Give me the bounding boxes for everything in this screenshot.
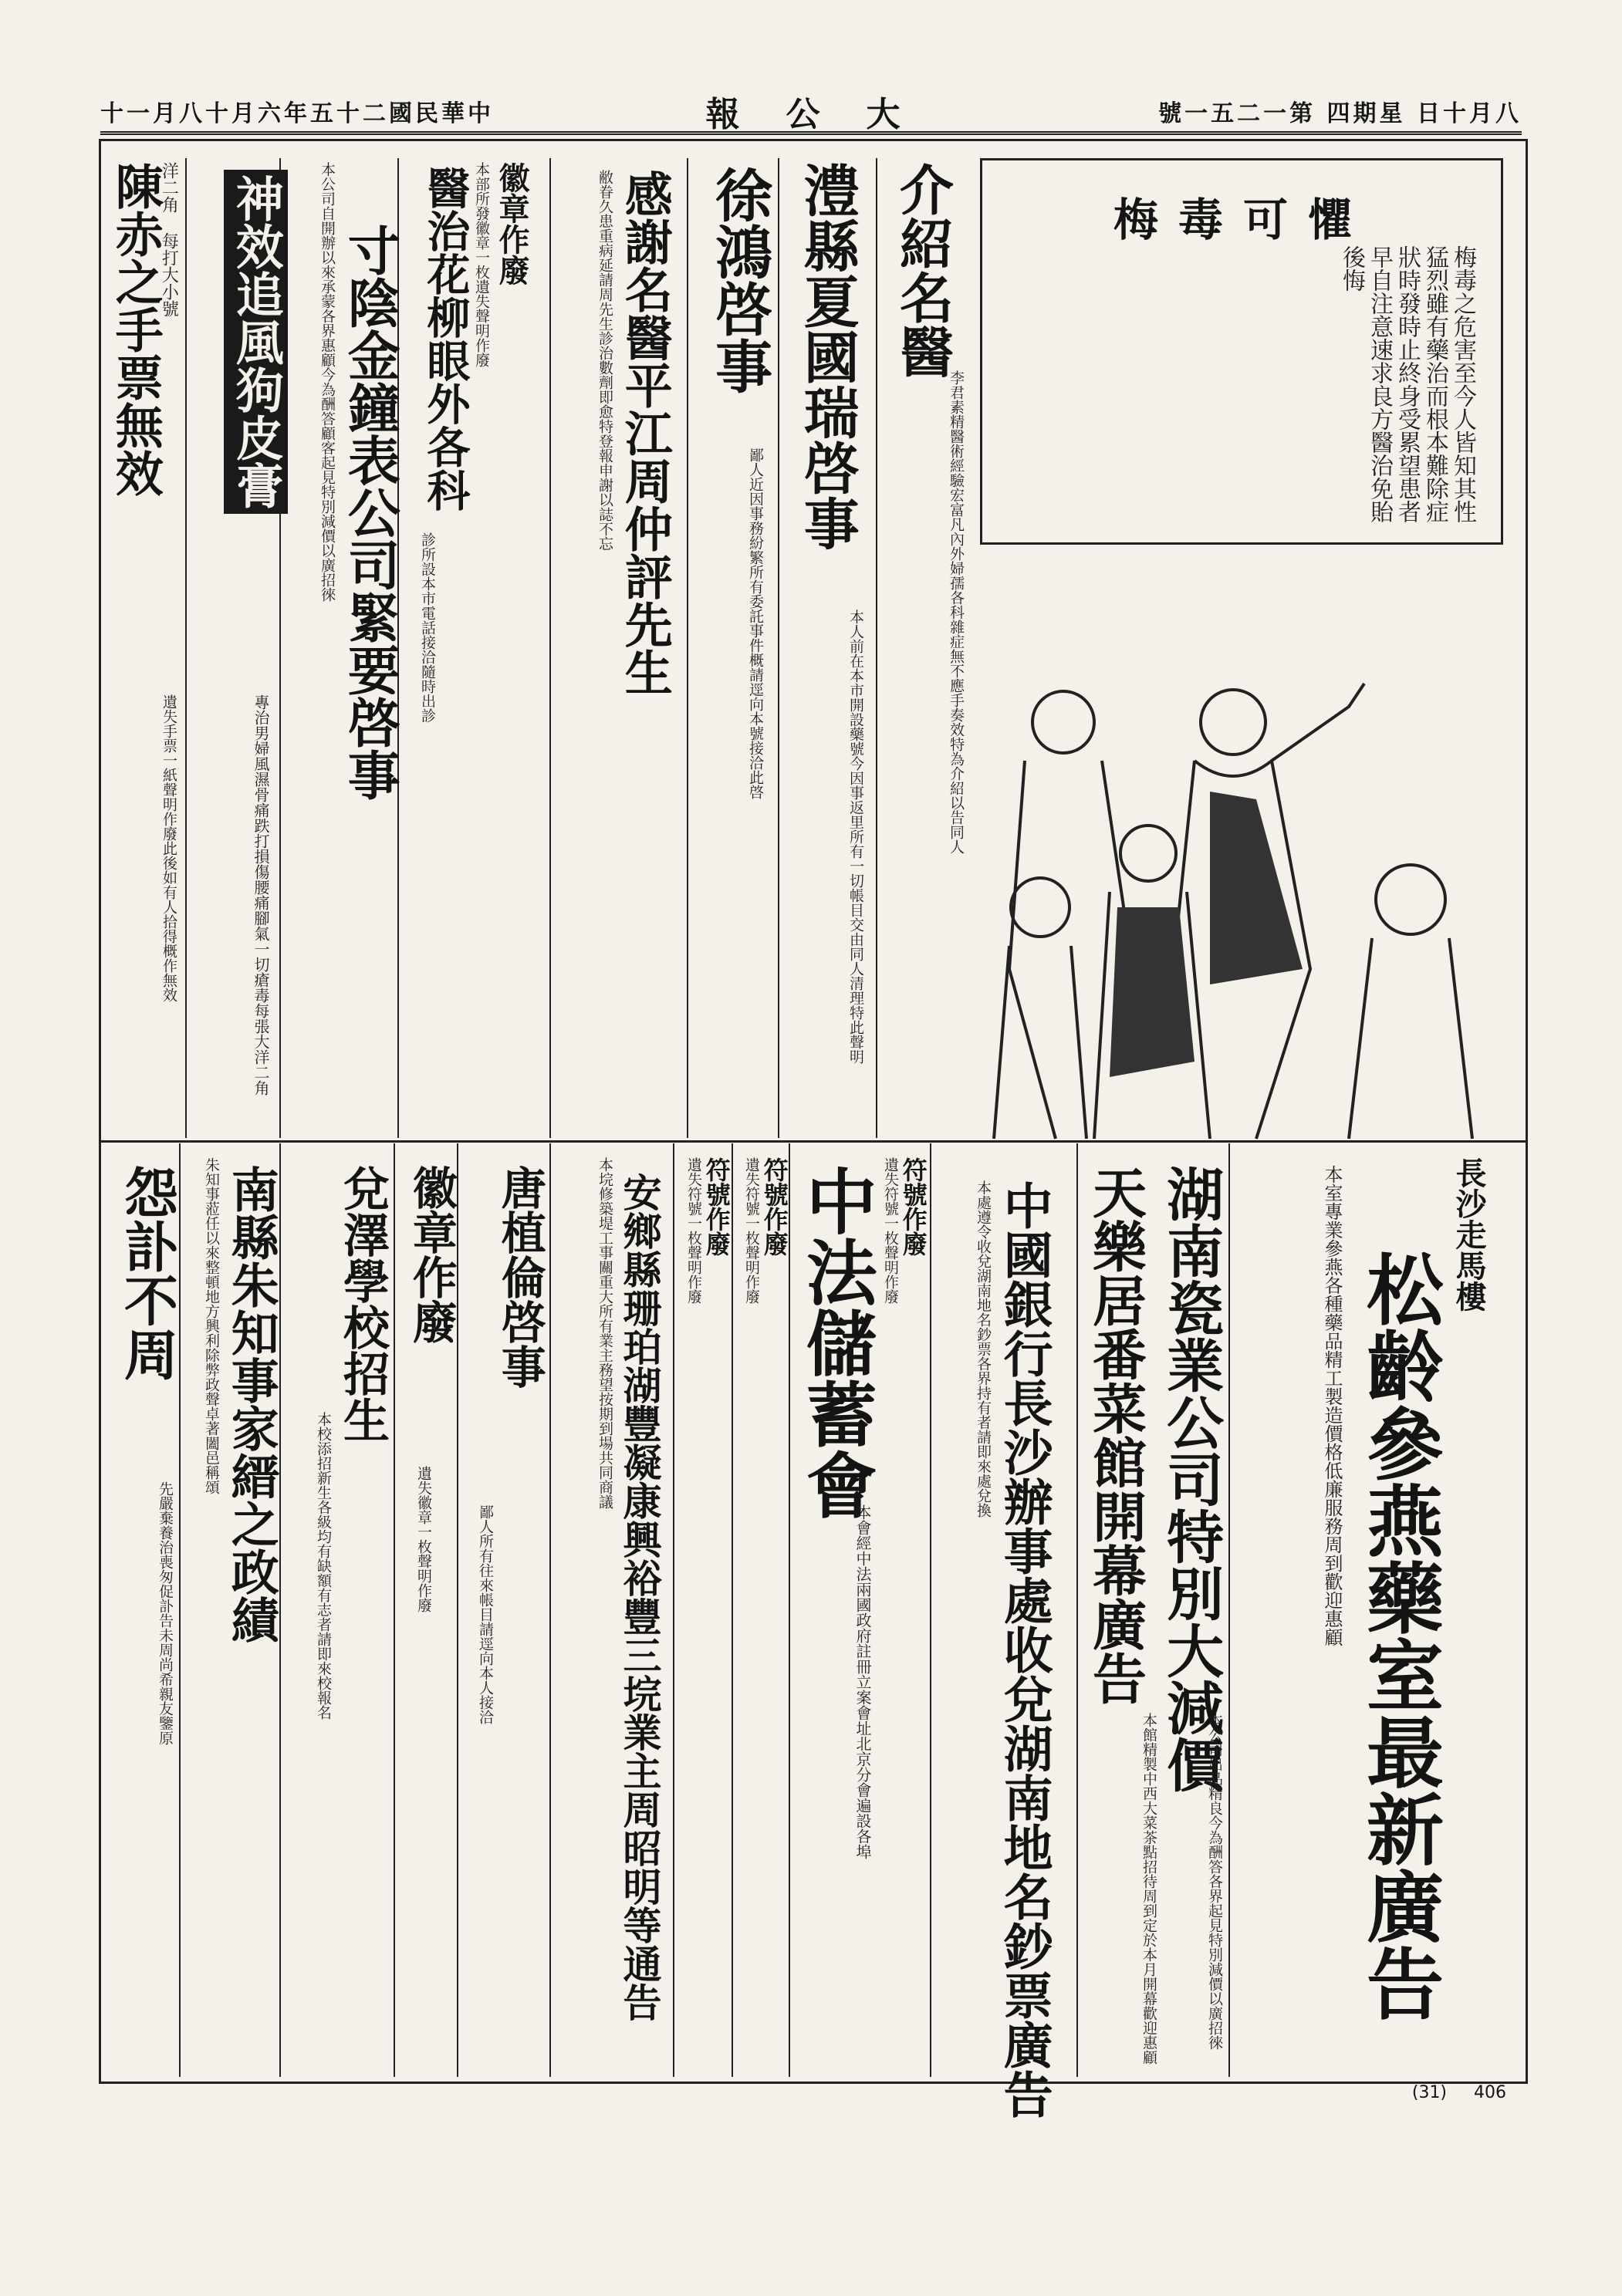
ad-hunan-body: 本公司出品精良今為酬答各界起見特別減價以廣招徠 (1206, 1713, 1223, 2050)
ad-fuhao1-body: 遺失符號一枚聲明作廢 (882, 1157, 899, 1304)
ad-meidu (980, 158, 1503, 545)
ad-tianle-title: 天樂居番菜館開幕廣告 (1083, 1165, 1148, 1705)
ad-nanxian-title: 南縣朱知事家縉之政績 (223, 1165, 280, 1643)
ad-lixian-body: 本人前在本市開設藥號今因事返里所有一切帳目交由同人清理特此聲明 (847, 609, 864, 1064)
col-divider (549, 158, 551, 1138)
ad-yuanfang-body: 先嚴棄養治喪匆促訃告未周尚希親友鑒原 (157, 1481, 174, 1745)
col-divider (930, 1143, 931, 2077)
ad-chenchi-title: 陳赤之手票無效 (107, 162, 164, 497)
ad-zhongguo-title: 中國銀行長沙辦事處收兌湖南地名鈔票廣告 (995, 1180, 1053, 2119)
ad-fuhao2-title: 符號作廢 (759, 1157, 789, 1256)
ad-duize-title: 兌澤學校招生 (336, 1165, 390, 1443)
ad-yizhi-body: 診所設本市電話接洽隨時出診 (419, 532, 436, 723)
ad-tangzhi-title: 唐植倫啓事 (493, 1165, 546, 1389)
page-code: 406 (1474, 2083, 1506, 2102)
ad-anxiang-title: 安鄉縣珊珀湖豐凝康興裕豐三垸業主周昭明等通告 (617, 1173, 663, 2021)
ad-zhongfa-body: 本會經中法兩國政府註冊立案會址北京分會遍設各埠 (853, 1504, 872, 1859)
masthead-issue: 號一五二一第 四期星 日十月八 (1158, 100, 1522, 127)
ad-nanxian-body: 朱知事蒞任以來整頓地方興利除弊政聲卓著闔邑稱頌 (203, 1157, 220, 1494)
ad-songling-title: 松齡參燕藥室最新廣告 (1353, 1250, 1445, 2021)
ad-huizhang2-body: 遺失徽章一枚聲明作廢 (415, 1466, 432, 1612)
ad-lixian-title: 澧縣夏國瑞啓事 (794, 162, 860, 551)
masthead-date: 十一月八十月六年五十二國民華中 (100, 100, 494, 127)
col-divider (1228, 1143, 1230, 2077)
col-divider (1076, 1143, 1078, 2077)
col-divider (876, 158, 877, 1138)
ad-zhongfa-title: 中法儲蓄會 (794, 1165, 878, 1520)
ad-shenxiao-title: 神效追風狗皮膏 (224, 170, 288, 514)
ad-anxiang-body: 本垸修築堤工事關重大所有業主務望按期到場共同商議 (596, 1157, 613, 1509)
col-divider (789, 1143, 790, 2077)
col-divider (549, 1143, 551, 2077)
ad-chenchi-body: 遺失手票一紙聲明作廢此後如有人拾得概作無效 (161, 694, 177, 1002)
ad-cunyin-body: 本公司自開辦以來承蒙各界惠顧今為酬答顧客起見特別減價以廣招徠 (319, 162, 336, 602)
ad-huizhang-title: 徽章作廢 (494, 162, 530, 285)
col-divider (687, 158, 688, 1138)
ad-hunan-title: 湖南瓷業公司特別大減價 (1157, 1165, 1225, 1793)
col-divider (279, 1143, 281, 2077)
ad-huizhang-body: 本部所發徽章一枚遺失聲明作廢 (473, 162, 490, 367)
ad-fuhao1-title: 符號作廢 (898, 1157, 928, 1256)
col-divider (732, 1143, 733, 2077)
ad-jieshao-title: 介紹名醫 (890, 162, 955, 378)
ad-fuhao3-body: 遺失符號一枚聲明作廢 (685, 1157, 702, 1304)
ad-meidu-title: 梅毒可懼 (1113, 194, 1374, 246)
page-footer (1412, 2083, 1506, 2102)
page-number: (31) (1411, 2083, 1448, 2102)
ad-songling-body: 本室專業參燕各種藥品精工製造價格低廉服務周到歡迎惠顧 (1321, 1165, 1343, 1646)
ad-cunyin-title: 寸陰金鐘表公司緊要啓事 (339, 224, 401, 801)
ad-xuhong-body: 鄙人近因事務紛繁所有委託事件概請逕向本號接洽此啓 (747, 447, 764, 799)
ad-tangzhi-body: 鄙人所有往來帳目請逕向本人接洽 (477, 1504, 494, 1724)
ad-meidu-body: 梅毒之危害至今人皆知其性猛烈雖有藥治而根本難除症狀時發時止終身受累望患者早自注意速求良方醫治免貽後悔 (1338, 245, 1476, 523)
ad-zhongguo-body: 本處遵令收兌湖南地名鈔票各界持有者請即來處兌換 (975, 1180, 992, 1518)
ad-yuanfang-title: 怨訃不周 (115, 1165, 180, 1381)
ad-huizhang2-title: 徽章作廢 (404, 1165, 458, 1344)
col-divider (778, 158, 779, 1138)
masthead (100, 91, 1522, 135)
ad-fuhao3-title: 符號作廢 (701, 1157, 732, 1256)
ad-songling-subtitle: 長沙走馬樓 (1451, 1157, 1487, 1312)
ad-fuhao2-body: 遺失符號一枚聲明作廢 (743, 1157, 760, 1304)
ad-ganxie-body: 敝眷久患重病延請周先生診治數劑即愈特登報申謝以誌不忘 (596, 170, 613, 551)
people-illustration (978, 676, 1503, 1146)
ad-tianle-body: 本館精製中西大菜茶點招待周到定於本月開幕歡迎惠顧 (1140, 1713, 1157, 2065)
ad-yizhi-title: 醫治花柳眼外各科 (420, 166, 471, 512)
ad-ganxie-title: 感謝名醫平江周仲評先生 (617, 170, 674, 696)
ad-xuhong-title: 徐鴻啓事 (706, 166, 773, 394)
ad-duize-body: 本校添招新生各級均有缺額有志者請即來校報名 (315, 1412, 332, 1720)
col-divider (673, 1143, 674, 2077)
col-divider (185, 158, 187, 1138)
paper-title: 報公大 (705, 95, 947, 134)
ad-shenxiao-body: 專治男婦風濕骨痛跌打損傷腰痛腳氣一切瘡毒每張大洋二角 (252, 694, 270, 1096)
col-divider (394, 1143, 395, 2077)
ad-jieshao-body: 李君素精醫術經驗宏富凡內外婦孺各科雜症無不應手奏效特為介紹以告同人 (948, 370, 965, 854)
price-line: 洋二角 每打大小號 (159, 162, 179, 317)
